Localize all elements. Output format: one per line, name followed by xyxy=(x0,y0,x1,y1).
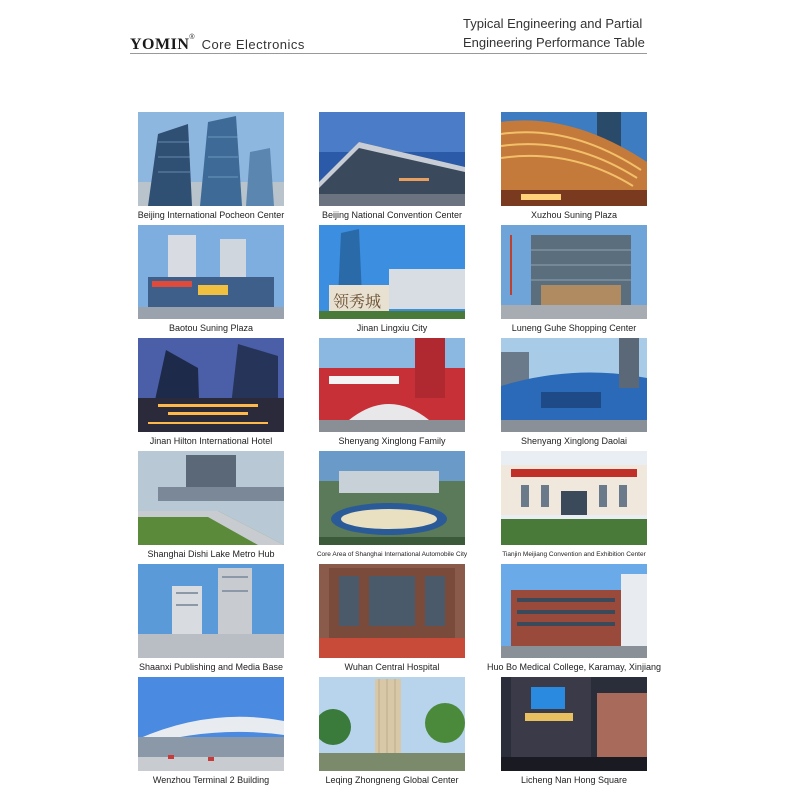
brand-name: YOMIN xyxy=(130,36,190,53)
project-caption: Beijing National Convention Center xyxy=(321,210,463,220)
project-card xyxy=(297,451,487,563)
project-card xyxy=(116,112,306,224)
curved-facade-photo xyxy=(501,112,647,206)
plaza-complex-photo xyxy=(138,225,284,319)
project-caption: Huo Bo Medical College, Karamay, Xinjiang xyxy=(487,662,661,672)
project-caption: Xuzhou Suning Plaza xyxy=(530,210,618,220)
project-card xyxy=(116,677,306,789)
project-card xyxy=(297,112,487,224)
project-card xyxy=(479,677,669,789)
aerial-campus-photo xyxy=(319,451,465,545)
document-title-line-1: Typical Engineering and Partial xyxy=(463,16,643,31)
project-card xyxy=(479,564,669,676)
project-caption: Licheng Nan Hong Square xyxy=(520,775,628,785)
project-caption: Core Area of Shanghai International Automobile City xyxy=(316,551,468,558)
project-caption: Luneng Guhe Shopping Center xyxy=(511,323,637,333)
project-card xyxy=(479,112,669,224)
night-towers-photo xyxy=(138,338,284,432)
project-card xyxy=(116,564,306,676)
project-caption: Shanghai Dishi Lake Metro Hub xyxy=(147,549,275,559)
convention-hall-photo xyxy=(319,112,465,206)
project-card xyxy=(479,225,669,337)
project-card xyxy=(116,338,306,450)
college-building-photo xyxy=(501,564,647,658)
project-caption: Leqing Zhongneng Global Center xyxy=(325,775,459,785)
exhibition-center-photo xyxy=(501,451,647,545)
project-card xyxy=(297,225,487,337)
red-mall-photo xyxy=(319,338,465,432)
tall-tower-photo xyxy=(319,677,465,771)
glass-towers-photo xyxy=(138,112,284,206)
project-caption: Baotou Suning Plaza xyxy=(168,323,254,333)
project-caption: Shenyang Xinglong Family xyxy=(338,436,446,446)
night-square-photo xyxy=(501,677,647,771)
mall-building-photo xyxy=(501,225,647,319)
project-card xyxy=(297,338,487,450)
project-caption: Jinan Lingxiu City xyxy=(356,323,428,333)
blue-mall-photo xyxy=(501,338,647,432)
registered-mark: ® xyxy=(189,34,196,41)
hospital-photo xyxy=(319,564,465,658)
project-caption: Shaanxi Publishing and Media Base xyxy=(138,662,284,672)
project-card xyxy=(479,338,669,450)
svg-text:领秀城: 领秀城 xyxy=(333,292,382,311)
project-caption: Jinan Hilton International Hotel xyxy=(149,436,273,446)
metro-hub-photo xyxy=(138,451,284,545)
project-card xyxy=(479,451,669,563)
document-title-line-2: Engineering Performance Table xyxy=(463,35,645,50)
airport-terminal-photo xyxy=(138,677,284,771)
project-caption: Wuhan Central Hospital xyxy=(344,662,440,672)
tower-with-sign-photo xyxy=(319,225,465,319)
brand-tagline: Core Electronics xyxy=(201,37,305,52)
project-card xyxy=(116,225,306,337)
project-card xyxy=(297,564,487,676)
project-card xyxy=(297,677,487,789)
project-caption: Wenzhou Terminal 2 Building xyxy=(152,775,270,785)
project-card xyxy=(116,451,306,563)
project-caption: Tianjin Meijiang Convention and Exhibition Center xyxy=(502,551,646,558)
project-caption: Beijing International Pocheon Center xyxy=(137,210,285,220)
project-caption: Shenyang Xinglong Daolai xyxy=(520,436,628,446)
twin-towers-photo xyxy=(138,564,284,658)
